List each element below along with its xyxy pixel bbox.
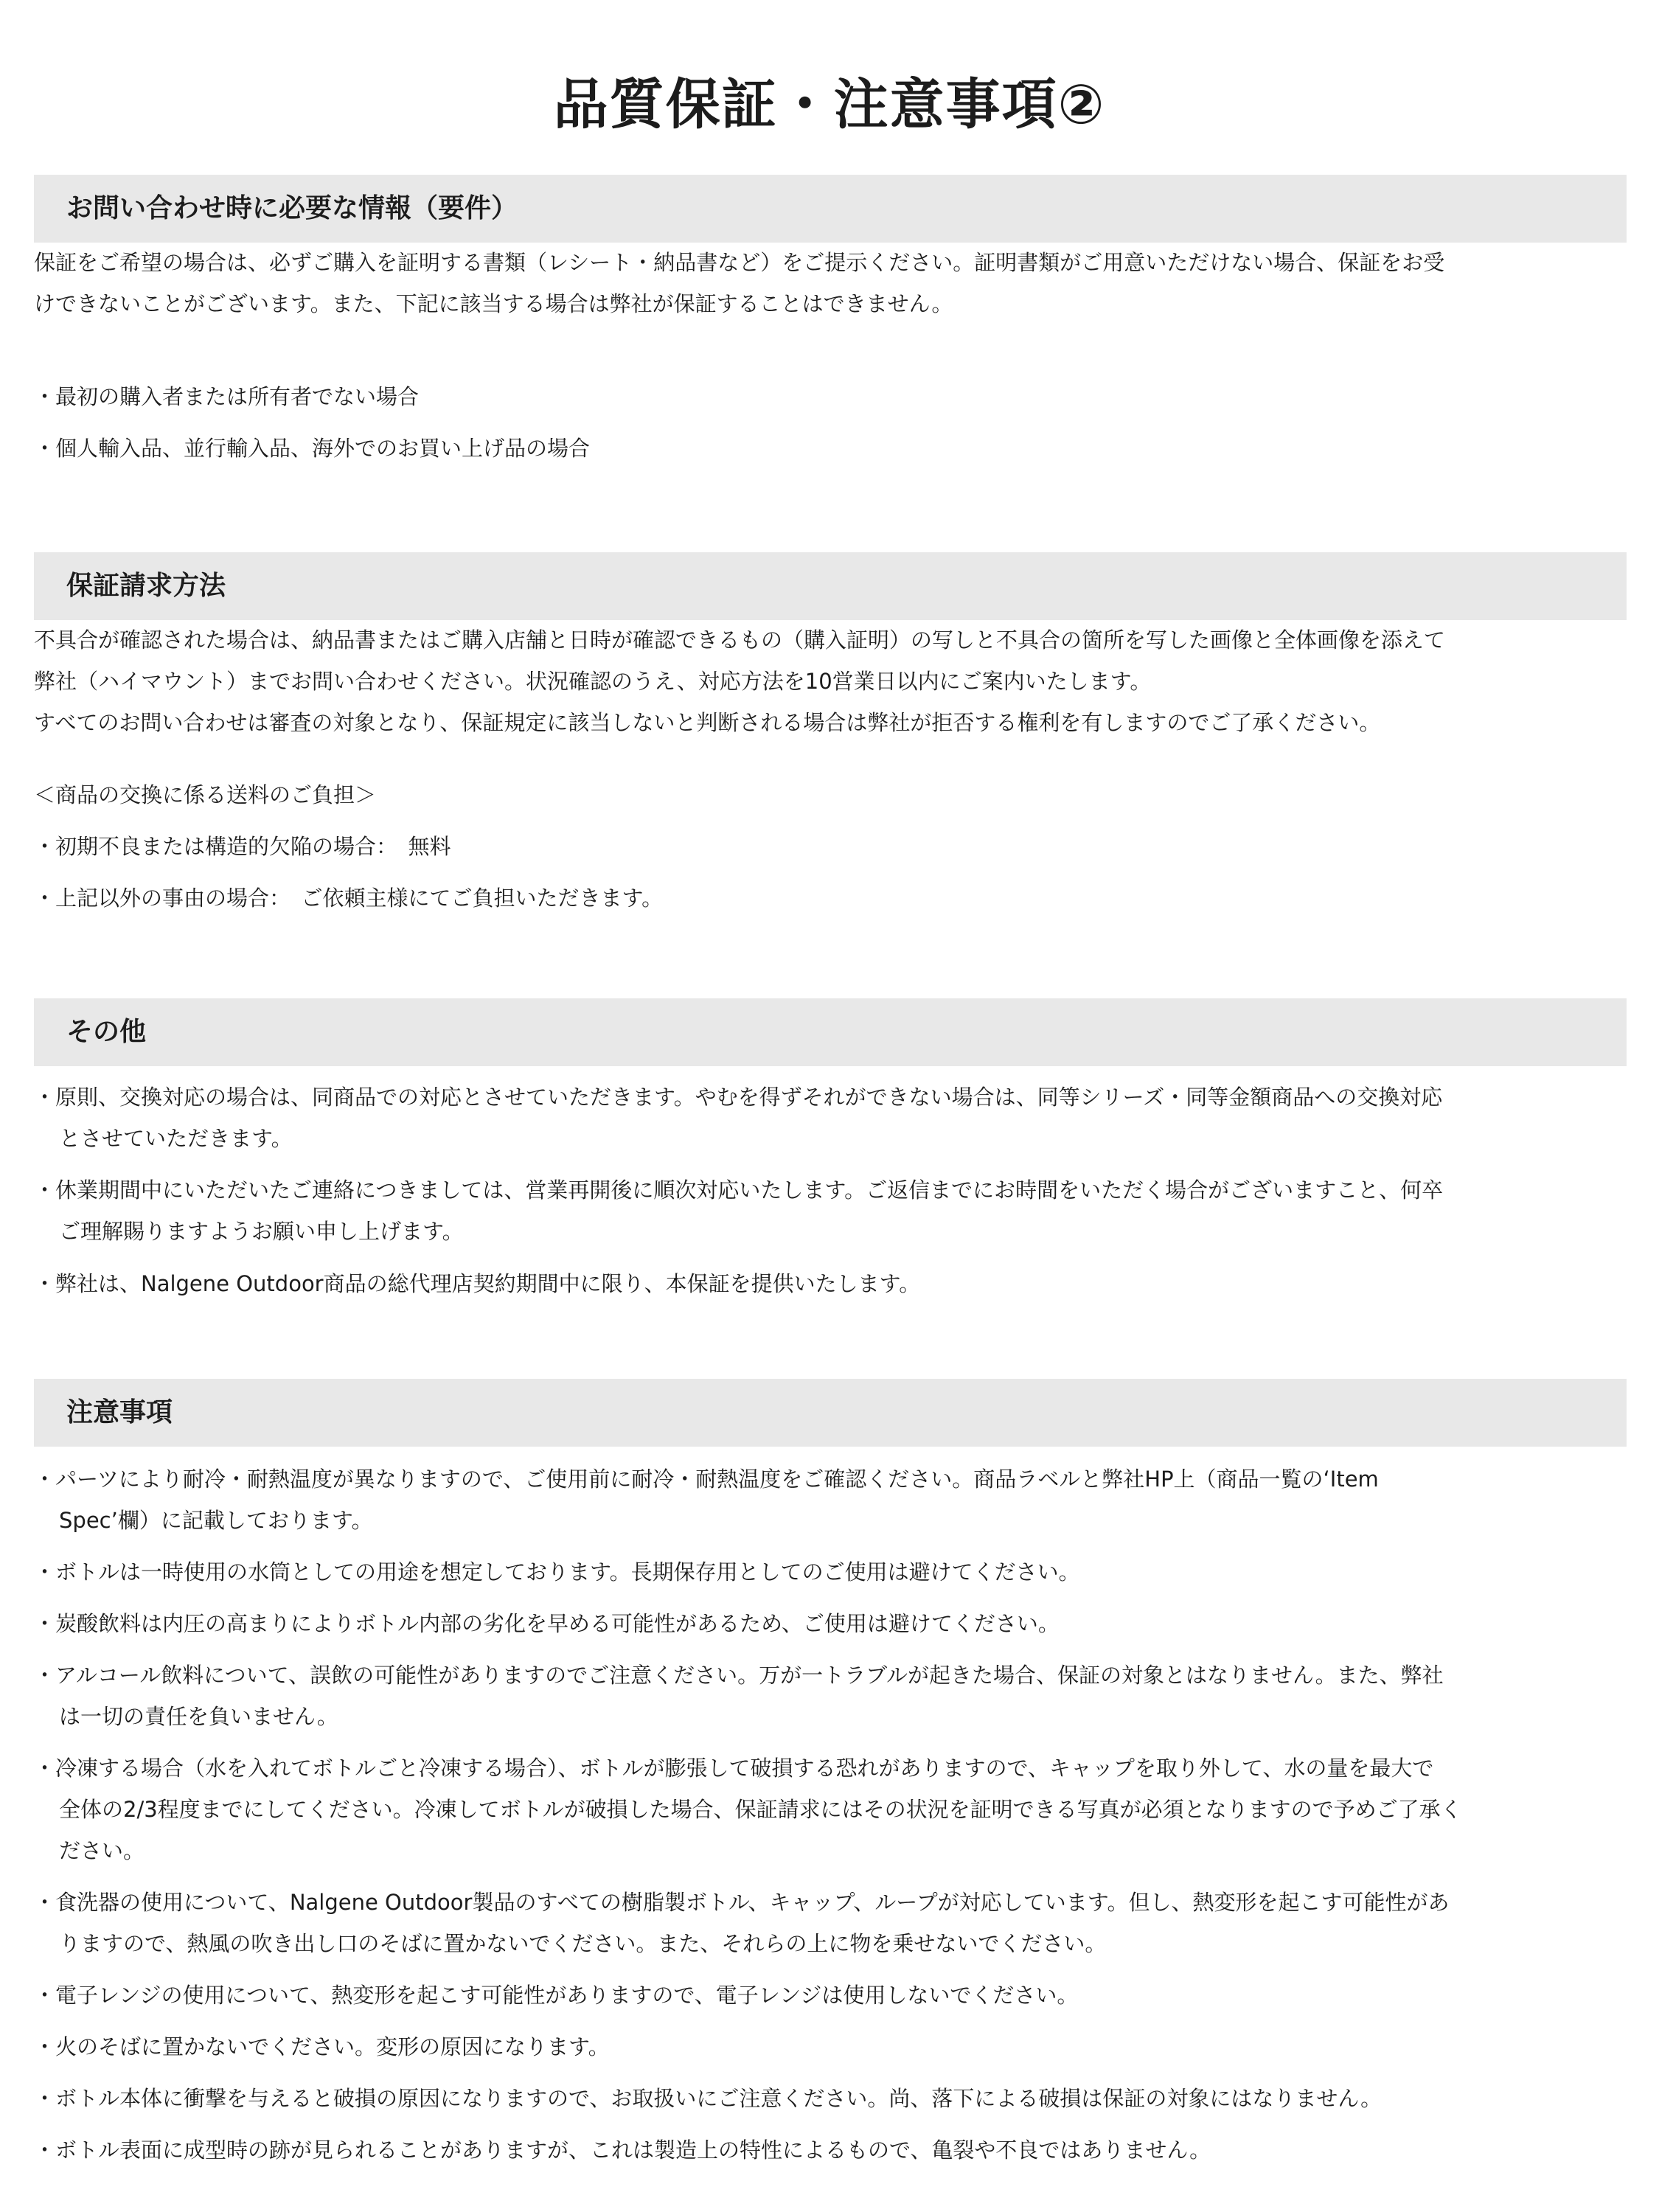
list-item-line: ・ボトル本体に衝撃を与えると破損の原因になりますので、お取扱いにご注意ください。尚、落下による破損は保証の対象にはなりません。 (34, 2086, 1382, 2111)
list-item-line: ・炭酸飲料は内圧の高まりによりボトル内部の劣化を早める可能性があるため、ご使用は避けてください。 (34, 1611, 1060, 1636)
paragraph-line: 保証をご希望の場合は、必ずご購入を証明する書類（レシート・納品書など）をご提示ください。証明書類がご用意いただけない場合、保証をお受 (34, 250, 1445, 275)
paragraph-line: 弊社（ハイマウント）までお問い合わせください。状況確認のうえ、対応方法を10営業日以内にご案内いたします。 (34, 669, 1152, 694)
list-item (34, 1458, 1659, 1541)
paragraph-line: すべてのお問い合わせは審査の対象となり、保証規定に該当しないと判断される場合は弊社が拒否する権利を有しますのでご了承ください。 (34, 710, 1381, 735)
list-item: ・初期不良または構造的欠陥の場合： 無料 (34, 834, 451, 859)
section-heading-other: その他 (34, 998, 1627, 1066)
list-item-line: ださい。 (59, 1838, 145, 1863)
list-item (34, 1975, 1659, 2016)
list-item (34, 1077, 1659, 1159)
list-item-line: 全体の2/3程度までにしてください。冷凍してボトルが破損した場合、保証請求にはその状況を証明できる写真が必須となりますので予めご了承く (59, 1797, 1462, 1822)
list-item-line: ・弊社は、Nalgene Outdoor商品の総代理店契約期間中に限り、本保証を提供いたします。 (34, 1271, 921, 1296)
list-item-line: は一切の責任を負いません。 (59, 1704, 338, 1729)
list-item (34, 1882, 1659, 1964)
list-item-line: Spec’欄）に記載しております。 (59, 1508, 373, 1533)
list-item-line: ・原則、交換対応の場合は、同商品での対応とさせていただきます。やむを得ずそれができない場合は、同等シリーズ・同等金額商品への交換対応 (34, 1085, 1443, 1110)
list-item-line: ・電子レンジの使用について、熱変形を起こす可能性がありますので、電子レンジは使用しないでください。 (34, 1983, 1079, 2008)
list-item (34, 2026, 1659, 2067)
list-item: ・個人輸入品、並行輸入品、海外でのお買い上げ品の場合 (34, 436, 591, 461)
list-item-line: ・ボトル表面に成型時の跡が見られることがありますが、これは製造上の特性によるもので、亀裂や不良ではありません。 (34, 2138, 1211, 2163)
section-heading-warranty-claim: 保証請求方法 (34, 552, 1627, 620)
list-item-line: ・アルコール飲料について、誤飲の可能性がありますのでご注意ください。万が一トラブルが起きた場合、保証の対象とはなりません。また、弊社 (34, 1663, 1444, 1688)
list-item (34, 2129, 1659, 2171)
list-item (34, 1655, 1659, 1737)
section-heading-inquiry-requirements: お問い合わせ時に必要な情報（要件） (34, 175, 1627, 243)
list-item: ・上記以外の事由の場合： ご依頼主様にてご負担いただきます。 (34, 886, 664, 911)
list-item-line: ・火のそばに置かないでください。変形の原因になります。 (34, 2034, 610, 2059)
list-item-line: ご理解賜りますようお願い申し上げます。 (59, 1219, 464, 1244)
list-item (34, 1603, 1659, 1644)
list-item-line: とさせていただきます。 (59, 1126, 293, 1151)
list-item-line: ・休業期間中にいただいたご連絡につきましては、営業再開後に順次対応いたします。ご返信までにお時間をいただく場合がございますこと、何卒 (34, 1178, 1444, 1203)
list-item-line: ・パーツにより耐冷・耐熱温度が異なりますので、ご使用前に耐冷・耐熱温度をご確認ください。商品ラベルと弊社HP上（商品一覧の‘Item (34, 1467, 1379, 1492)
list-item-line: ・食洗器の使用について、Nalgene Outdoor製品のすべての樹脂製ボトル、キャップ、ループが対応しています。但し、熱変形を起こす可能性があ (34, 1890, 1450, 1915)
list-item (34, 1747, 1659, 1871)
list-item (34, 1551, 1659, 1593)
list-item-line: ・ボトルは一時使用の水筒としての用途を想定しております。長期保存用としてのご使用は避けてください。 (34, 1559, 1080, 1585)
list-item-line: りますので、熱風の吹き出し口のそばに置かないでください。また、それらの上に物を乗せないでください。 (59, 1931, 1107, 1956)
paragraph-line: 不具合が確認された場合は、納品書またはご購入店舗と日時が確認できるもの（購入証明）の写しと不具合の箇所を写した画像と全体画像を添えて (34, 627, 1446, 653)
list-item (34, 1263, 1659, 1304)
list-item (34, 2078, 1659, 2119)
paragraph-line: けできないことがございます。また、下記に該当する場合は弊社が保証することはできません。 (34, 291, 953, 316)
shipping-subheading: ＜商品の交換に係る送料のご負担＞ (34, 782, 377, 807)
section-heading-precautions: 注意事項 (34, 1379, 1627, 1447)
list-item (34, 1169, 1659, 1252)
list-item-line: ・冷凍する場合（水を入れてボトルごと冷凍する場合）、ボトルが膨張して破損する恐れがありますので、キャップを取り外して、水の量を最大で (34, 1756, 1434, 1781)
list-item: ・最初の購入者または所有者でない場合 (34, 384, 420, 409)
page-title: 品質保証・注意事項② (553, 73, 1106, 136)
